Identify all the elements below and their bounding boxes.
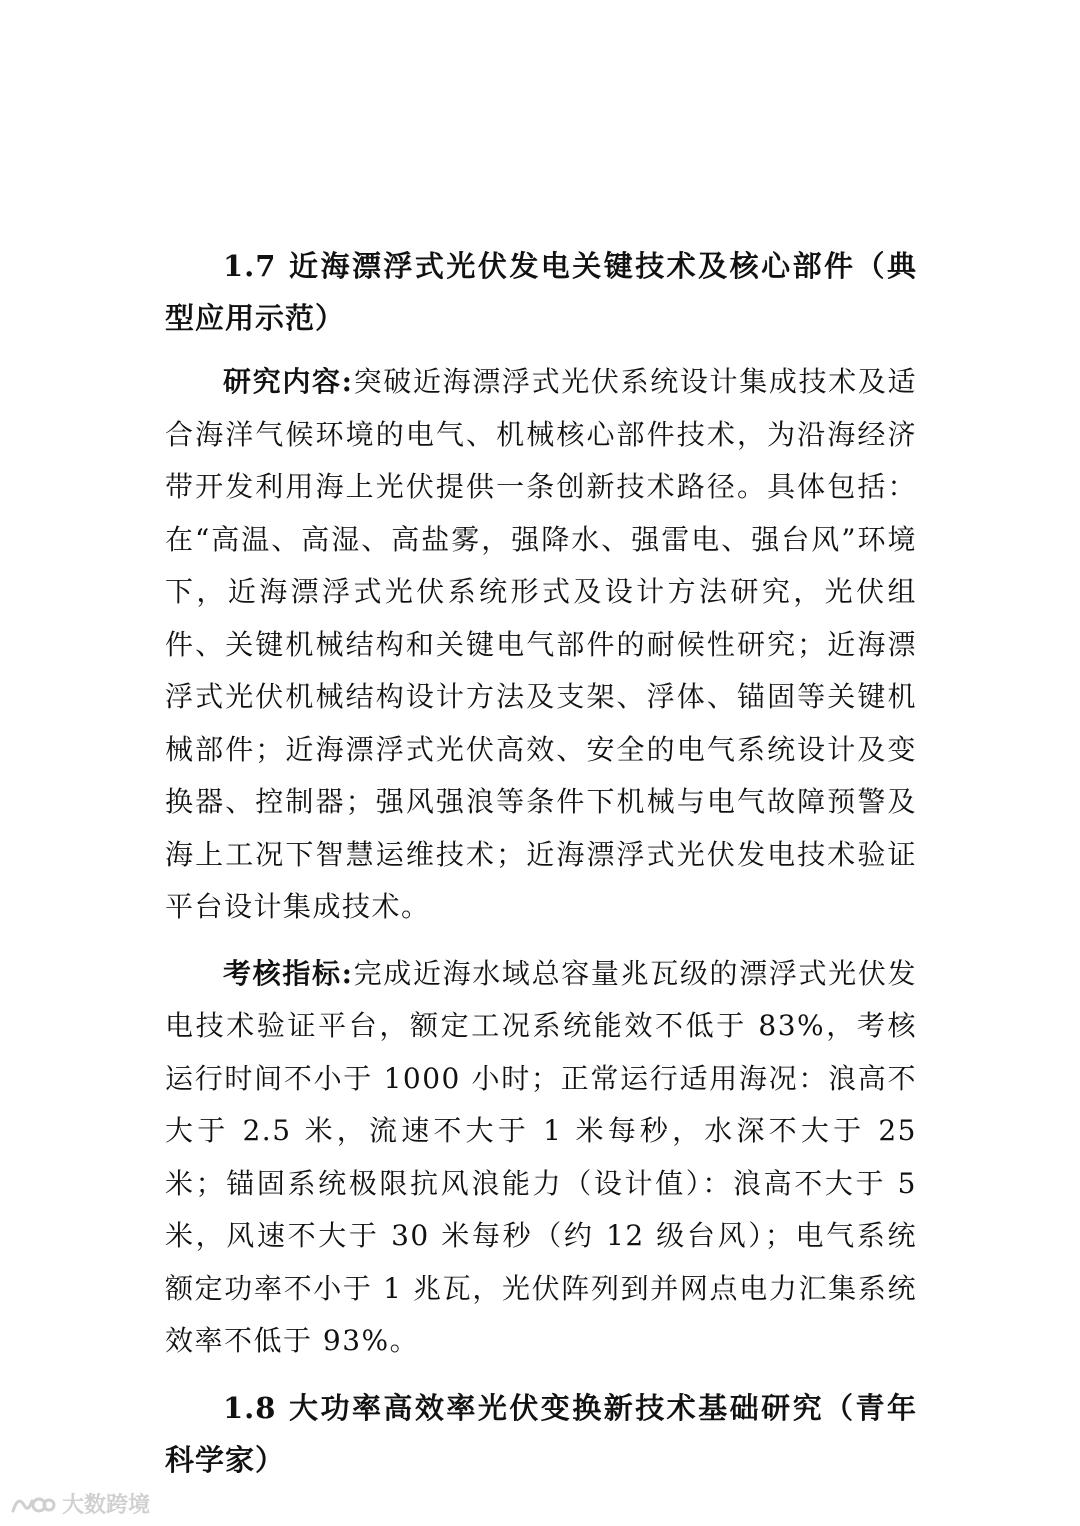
watermark [10, 1488, 150, 1519]
section-heading-1-7: 1.7 近海漂浮式光伏发电关键技术及核心部件（典型应用示范） [165, 249, 917, 335]
assessment-indicators-label: 考核指标: [223, 956, 354, 990]
assessment-indicators-text: 完成近海水域总容量兆瓦级的漂浮式光伏发电技术验证平台，额定工况系统能效不低于 83%，考核运行时间不小于 1000 小时；正常运行适用海况：浪高不大于 2.5 米，流速不大于 1 米每秒，水深不大于 25 米；锚固系统极限抗风浪能力（设计值）：浪高不大于 5 米，风速不大于 30 米每秒（约 12 级台风）；电气系统额定功率不小于 1 兆瓦，光伏阵列到并网点电力汇集系统效率不低于 93%。 [165, 956, 917, 1357]
brand-logo-icon [10, 1491, 56, 1517]
section-heading-1-8: 1.8 大功率高效率光伏变换新技术基础研究（青年科学家） [165, 1390, 917, 1477]
watermark-text: 大数跨境 [62, 1493, 151, 1518]
research-content-text: 突破近海漂浮式光伏系统设计集成技术及适合海洋气候环境的电气、机械核心部件技术，为沿海经济带开发利用海上光伏提供一条创新技术路径。具体包括：在“高温、高湿、高盐雾，强降水、强雷电、强台风”环境下，近海漂浮式光伏系统形式及设计方法研究，光伏组件、关键机械结构和关键电气部件的耐候性研究；近海漂浮式光伏机械结构设计方法及支架、浮体、锚固等关键机械部件；近海漂浮式光伏高效、安全的电气系统设计及变换器、控制器；强风强浪等条件下机械与电气故障预警及海上工况下智慧运维技术；近海漂浮式光伏发电技术验证平台设计集成技术。 [165, 365, 917, 923]
assessment-indicators-paragraph [165, 948, 917, 1368]
document-page [165, 240, 917, 1486]
research-content-paragraph [165, 356, 917, 934]
research-content-label: 研究内容: [223, 365, 354, 398]
